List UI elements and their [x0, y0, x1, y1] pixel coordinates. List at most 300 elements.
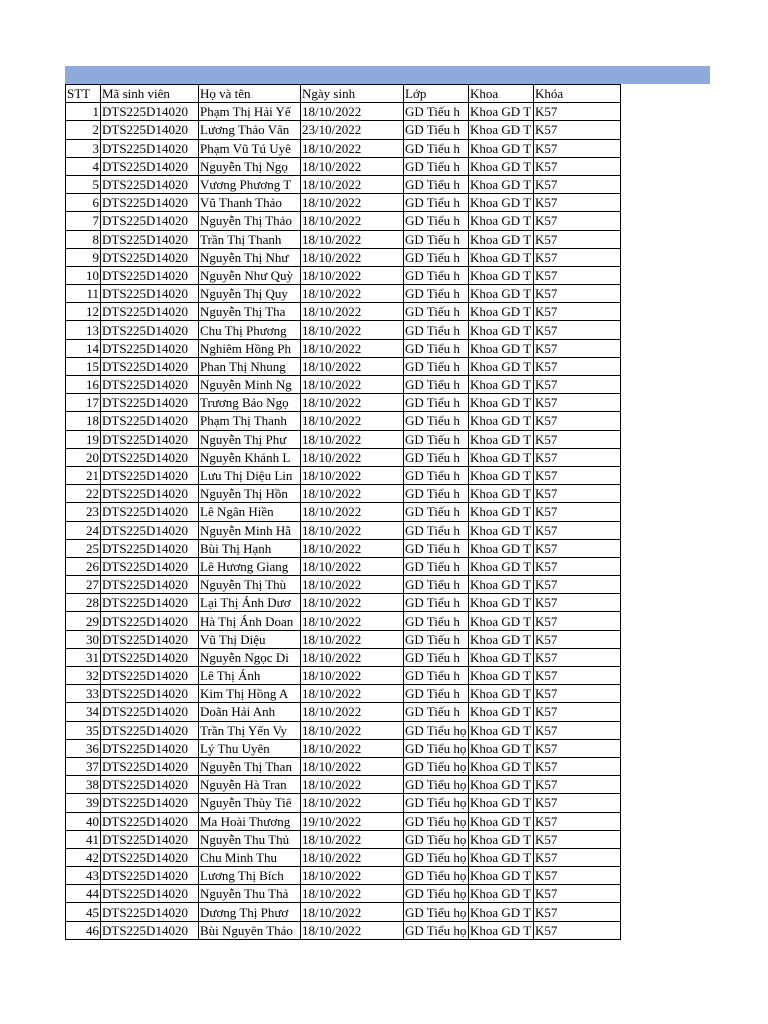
cell-student-id[interactable]: DTS225D14020 — [101, 175, 199, 193]
cell-faculty[interactable]: Khoa GD T — [469, 448, 534, 466]
cell-faculty[interactable]: Khoa GD T — [469, 485, 534, 503]
cell-stt[interactable]: 21 — [66, 466, 101, 484]
cell-stt[interactable]: 11 — [66, 285, 101, 303]
cell-faculty[interactable]: Khoa GD T — [469, 867, 534, 885]
cell-class[interactable]: GD Tiểu h — [404, 430, 469, 448]
cell-class[interactable]: GD Tiểu họ — [404, 794, 469, 812]
cell-stt[interactable]: 2 — [66, 121, 101, 139]
cell-date-of-birth[interactable]: 18/10/2022 — [301, 103, 404, 121]
cell-student-id[interactable]: DTS225D14020 — [101, 630, 199, 648]
cell-cohort[interactable]: K57 — [534, 903, 621, 921]
cell-stt[interactable]: 32 — [66, 667, 101, 685]
cell-faculty[interactable]: Khoa GD T — [469, 794, 534, 812]
cell-student-id[interactable]: DTS225D14020 — [101, 303, 199, 321]
cell-cohort[interactable]: K57 — [534, 466, 621, 484]
cell-stt[interactable]: 17 — [66, 394, 101, 412]
cell-date-of-birth[interactable]: 18/10/2022 — [301, 539, 404, 557]
cell-faculty[interactable]: Khoa GD T — [469, 776, 534, 794]
cell-stt[interactable]: 13 — [66, 321, 101, 339]
header-student-id[interactable]: Mã sinh viên — [101, 85, 199, 103]
cell-cohort[interactable]: K57 — [534, 794, 621, 812]
cell-student-id[interactable]: DTS225D14020 — [101, 703, 199, 721]
cell-student-id[interactable]: DTS225D14020 — [101, 466, 199, 484]
cell-date-of-birth[interactable]: 18/10/2022 — [301, 612, 404, 630]
cell-class[interactable]: GD Tiểu h — [404, 339, 469, 357]
cell-stt[interactable]: 5 — [66, 175, 101, 193]
cell-student-id[interactable]: DTS225D14020 — [101, 648, 199, 666]
cell-class[interactable]: GD Tiểu họ — [404, 830, 469, 848]
cell-full-name[interactable]: Nguyễn Như Quỳ — [199, 266, 301, 284]
cell-stt[interactable]: 4 — [66, 157, 101, 175]
header-faculty[interactable]: Khoa — [469, 85, 534, 103]
cell-date-of-birth[interactable]: 19/10/2022 — [301, 812, 404, 830]
cell-faculty[interactable]: Khoa GD T — [469, 921, 534, 939]
cell-class[interactable]: GD Tiểu h — [404, 648, 469, 666]
cell-cohort[interactable]: K57 — [534, 630, 621, 648]
cell-class[interactable]: GD Tiểu h — [404, 466, 469, 484]
cell-student-id[interactable]: DTS225D14020 — [101, 667, 199, 685]
cell-full-name[interactable]: Nguyễn Ngọc Di — [199, 648, 301, 666]
cell-student-id[interactable]: DTS225D14020 — [101, 576, 199, 594]
cell-faculty[interactable]: Khoa GD T — [469, 412, 534, 430]
cell-stt[interactable]: 28 — [66, 594, 101, 612]
cell-student-id[interactable]: DTS225D14020 — [101, 521, 199, 539]
cell-class[interactable]: GD Tiểu h — [404, 376, 469, 394]
cell-student-id[interactable]: DTS225D14020 — [101, 739, 199, 757]
cell-date-of-birth[interactable]: 18/10/2022 — [301, 557, 404, 575]
cell-stt[interactable]: 30 — [66, 630, 101, 648]
cell-class[interactable]: GD Tiểu họ — [404, 776, 469, 794]
cell-date-of-birth[interactable]: 18/10/2022 — [301, 248, 404, 266]
cell-full-name[interactable]: Nguyễn Thị Phư — [199, 430, 301, 448]
header-full-name[interactable]: Họ và tên — [199, 85, 301, 103]
cell-class[interactable]: GD Tiểu h — [404, 485, 469, 503]
cell-cohort[interactable]: K57 — [534, 430, 621, 448]
cell-student-id[interactable]: DTS225D14020 — [101, 448, 199, 466]
cell-student-id[interactable]: DTS225D14020 — [101, 412, 199, 430]
cell-cohort[interactable]: K57 — [534, 921, 621, 939]
cell-full-name[interactable]: Trần Thị Thanh — [199, 230, 301, 248]
cell-date-of-birth[interactable]: 18/10/2022 — [301, 848, 404, 866]
cell-faculty[interactable]: Khoa GD T — [469, 394, 534, 412]
cell-faculty[interactable]: Khoa GD T — [469, 157, 534, 175]
cell-stt[interactable]: 44 — [66, 885, 101, 903]
cell-full-name[interactable]: Chu Minh Thu — [199, 848, 301, 866]
cell-class[interactable]: GD Tiểu h — [404, 394, 469, 412]
cell-full-name[interactable]: Nguyễn Hà Tran — [199, 776, 301, 794]
cell-student-id[interactable]: DTS225D14020 — [101, 321, 199, 339]
cell-date-of-birth[interactable]: 18/10/2022 — [301, 394, 404, 412]
cell-class[interactable]: GD Tiểu h — [404, 703, 469, 721]
cell-faculty[interactable]: Khoa GD T — [469, 757, 534, 775]
cell-student-id[interactable]: DTS225D14020 — [101, 285, 199, 303]
cell-stt[interactable]: 12 — [66, 303, 101, 321]
cell-faculty[interactable]: Khoa GD T — [469, 339, 534, 357]
cell-date-of-birth[interactable]: 18/10/2022 — [301, 157, 404, 175]
cell-faculty[interactable]: Khoa GD T — [469, 630, 534, 648]
cell-full-name[interactable]: Phạm Thị Hải Yế — [199, 103, 301, 121]
cell-date-of-birth[interactable]: 18/10/2022 — [301, 794, 404, 812]
cell-full-name[interactable]: Chu Thị Phương — [199, 321, 301, 339]
cell-date-of-birth[interactable]: 18/10/2022 — [301, 448, 404, 466]
cell-date-of-birth[interactable]: 18/10/2022 — [301, 194, 404, 212]
cell-student-id[interactable]: DTS225D14020 — [101, 867, 199, 885]
cell-class[interactable]: GD Tiểu họ — [404, 721, 469, 739]
cell-cohort[interactable]: K57 — [534, 139, 621, 157]
cell-full-name[interactable]: Nguyễn Minh Ng — [199, 376, 301, 394]
cell-cohort[interactable]: K57 — [534, 303, 621, 321]
cell-faculty[interactable]: Khoa GD T — [469, 139, 534, 157]
cell-date-of-birth[interactable]: 18/10/2022 — [301, 830, 404, 848]
cell-student-id[interactable]: DTS225D14020 — [101, 357, 199, 375]
cell-student-id[interactable]: DTS225D14020 — [101, 212, 199, 230]
cell-stt[interactable]: 24 — [66, 521, 101, 539]
cell-class[interactable]: GD Tiểu h — [404, 357, 469, 375]
cell-stt[interactable]: 14 — [66, 339, 101, 357]
cell-stt[interactable]: 34 — [66, 703, 101, 721]
cell-date-of-birth[interactable]: 18/10/2022 — [301, 594, 404, 612]
cell-full-name[interactable]: Nguyễn Thị Than — [199, 757, 301, 775]
cell-date-of-birth[interactable]: 18/10/2022 — [301, 739, 404, 757]
cell-cohort[interactable]: K57 — [534, 648, 621, 666]
cell-full-name[interactable]: Bùi Thị Hạnh — [199, 539, 301, 557]
cell-stt[interactable]: 19 — [66, 430, 101, 448]
cell-full-name[interactable]: Lương Thảo Vân — [199, 121, 301, 139]
cell-faculty[interactable]: Khoa GD T — [469, 121, 534, 139]
cell-date-of-birth[interactable]: 18/10/2022 — [301, 357, 404, 375]
cell-faculty[interactable]: Khoa GD T — [469, 303, 534, 321]
cell-student-id[interactable]: DTS225D14020 — [101, 230, 199, 248]
cell-cohort[interactable]: K57 — [534, 812, 621, 830]
cell-date-of-birth[interactable]: 18/10/2022 — [301, 175, 404, 193]
cell-full-name[interactable]: Hà Thị Ánh Doan — [199, 612, 301, 630]
cell-class[interactable]: GD Tiểu h — [404, 612, 469, 630]
cell-student-id[interactable]: DTS225D14020 — [101, 539, 199, 557]
cell-date-of-birth[interactable]: 18/10/2022 — [301, 412, 404, 430]
cell-class[interactable]: GD Tiểu h — [404, 503, 469, 521]
cell-cohort[interactable]: K57 — [534, 594, 621, 612]
cell-stt[interactable]: 25 — [66, 539, 101, 557]
cell-class[interactable]: GD Tiểu h — [404, 194, 469, 212]
cell-cohort[interactable]: K57 — [534, 103, 621, 121]
cell-student-id[interactable]: DTS225D14020 — [101, 794, 199, 812]
cell-student-id[interactable]: DTS225D14020 — [101, 903, 199, 921]
cell-stt[interactable]: 45 — [66, 903, 101, 921]
cell-faculty[interactable]: Khoa GD T — [469, 667, 534, 685]
cell-stt[interactable]: 46 — [66, 921, 101, 939]
cell-class[interactable]: GD Tiểu h — [404, 103, 469, 121]
cell-stt[interactable]: 27 — [66, 576, 101, 594]
cell-faculty[interactable]: Khoa GD T — [469, 212, 534, 230]
cell-class[interactable]: GD Tiểu h — [404, 212, 469, 230]
cell-cohort[interactable]: K57 — [534, 394, 621, 412]
cell-full-name[interactable]: Nguyễn Thu Thủ — [199, 830, 301, 848]
cell-class[interactable]: GD Tiểu h — [404, 321, 469, 339]
cell-date-of-birth[interactable]: 18/10/2022 — [301, 903, 404, 921]
cell-full-name[interactable]: Nguyễn Thị Tha — [199, 303, 301, 321]
cell-class[interactable]: GD Tiểu h — [404, 539, 469, 557]
cell-class[interactable]: GD Tiểu h — [404, 285, 469, 303]
cell-cohort[interactable]: K57 — [534, 576, 621, 594]
cell-class[interactable]: GD Tiểu h — [404, 667, 469, 685]
cell-full-name[interactable]: Lý Thu Uyên — [199, 739, 301, 757]
cell-faculty[interactable]: Khoa GD T — [469, 103, 534, 121]
cell-cohort[interactable]: K57 — [534, 503, 621, 521]
cell-cohort[interactable]: K57 — [534, 230, 621, 248]
cell-class[interactable]: GD Tiểu họ — [404, 812, 469, 830]
cell-date-of-birth[interactable]: 18/10/2022 — [301, 576, 404, 594]
cell-faculty[interactable]: Khoa GD T — [469, 848, 534, 866]
cell-stt[interactable]: 3 — [66, 139, 101, 157]
cell-faculty[interactable]: Khoa GD T — [469, 321, 534, 339]
cell-full-name[interactable]: Nguyễn Thị Hồn — [199, 485, 301, 503]
cell-student-id[interactable]: DTS225D14020 — [101, 266, 199, 284]
cell-full-name[interactable]: Nguyễn Thị Quy — [199, 285, 301, 303]
cell-faculty[interactable]: Khoa GD T — [469, 521, 534, 539]
cell-full-name[interactable]: Dương Thị Phươ — [199, 903, 301, 921]
cell-full-name[interactable]: Lưu Thị Diệu Lin — [199, 466, 301, 484]
cell-class[interactable]: GD Tiểu h — [404, 521, 469, 539]
cell-faculty[interactable]: Khoa GD T — [469, 739, 534, 757]
cell-date-of-birth[interactable]: 18/10/2022 — [301, 230, 404, 248]
cell-full-name[interactable]: Ma Hoài Thương — [199, 812, 301, 830]
cell-stt[interactable]: 31 — [66, 648, 101, 666]
cell-cohort[interactable]: K57 — [534, 757, 621, 775]
cell-date-of-birth[interactable]: 18/10/2022 — [301, 885, 404, 903]
cell-faculty[interactable]: Khoa GD T — [469, 703, 534, 721]
cell-faculty[interactable]: Khoa GD T — [469, 503, 534, 521]
cell-cohort[interactable]: K57 — [534, 285, 621, 303]
cell-full-name[interactable]: Nguyễn Thị Như — [199, 248, 301, 266]
cell-class[interactable]: GD Tiểu họ — [404, 867, 469, 885]
cell-full-name[interactable]: Phạm Vũ Tú Uyê — [199, 139, 301, 157]
cell-class[interactable]: GD Tiểu h — [404, 121, 469, 139]
cell-faculty[interactable]: Khoa GD T — [469, 576, 534, 594]
cell-date-of-birth[interactable]: 18/10/2022 — [301, 703, 404, 721]
cell-stt[interactable]: 38 — [66, 776, 101, 794]
cell-stt[interactable]: 7 — [66, 212, 101, 230]
cell-faculty[interactable]: Khoa GD T — [469, 285, 534, 303]
cell-date-of-birth[interactable]: 23/10/2022 — [301, 121, 404, 139]
cell-date-of-birth[interactable]: 18/10/2022 — [301, 667, 404, 685]
cell-class[interactable]: GD Tiểu họ — [404, 921, 469, 939]
cell-faculty[interactable]: Khoa GD T — [469, 903, 534, 921]
cell-stt[interactable]: 6 — [66, 194, 101, 212]
cell-student-id[interactable]: DTS225D14020 — [101, 812, 199, 830]
cell-full-name[interactable]: Nguyễn Thị Thù — [199, 576, 301, 594]
cell-full-name[interactable]: Nguyễn Thị Ngọ — [199, 157, 301, 175]
cell-stt[interactable]: 15 — [66, 357, 101, 375]
cell-faculty[interactable]: Khoa GD T — [469, 812, 534, 830]
cell-full-name[interactable]: Lại Thị Ánh Dươ — [199, 594, 301, 612]
cell-cohort[interactable]: K57 — [534, 685, 621, 703]
cell-cohort[interactable]: K57 — [534, 667, 621, 685]
cell-full-name[interactable]: Kim Thị Hồng A — [199, 685, 301, 703]
cell-stt[interactable]: 42 — [66, 848, 101, 866]
cell-date-of-birth[interactable]: 18/10/2022 — [301, 485, 404, 503]
cell-stt[interactable]: 1 — [66, 103, 101, 121]
cell-full-name[interactable]: Phạm Thị Thanh — [199, 412, 301, 430]
cell-cohort[interactable]: K57 — [534, 776, 621, 794]
cell-class[interactable]: GD Tiểu h — [404, 175, 469, 193]
cell-full-name[interactable]: Nghiêm Hồng Ph — [199, 339, 301, 357]
cell-student-id[interactable]: DTS225D14020 — [101, 503, 199, 521]
cell-class[interactable]: GD Tiểu họ — [404, 848, 469, 866]
cell-class[interactable]: GD Tiểu h — [404, 412, 469, 430]
cell-student-id[interactable]: DTS225D14020 — [101, 139, 199, 157]
cell-stt[interactable]: 9 — [66, 248, 101, 266]
cell-stt[interactable]: 10 — [66, 266, 101, 284]
cell-stt[interactable]: 43 — [66, 867, 101, 885]
cell-student-id[interactable]: DTS225D14020 — [101, 485, 199, 503]
cell-stt[interactable]: 20 — [66, 448, 101, 466]
cell-full-name[interactable]: Trương Bảo Ngọ — [199, 394, 301, 412]
cell-student-id[interactable]: DTS225D14020 — [101, 776, 199, 794]
cell-student-id[interactable]: DTS225D14020 — [101, 339, 199, 357]
cell-student-id[interactable]: DTS225D14020 — [101, 157, 199, 175]
cell-date-of-birth[interactable]: 18/10/2022 — [301, 285, 404, 303]
cell-date-of-birth[interactable]: 18/10/2022 — [301, 776, 404, 794]
cell-date-of-birth[interactable]: 18/10/2022 — [301, 266, 404, 284]
cell-student-id[interactable]: DTS225D14020 — [101, 921, 199, 939]
cell-cohort[interactable]: K57 — [534, 121, 621, 139]
cell-cohort[interactable]: K57 — [534, 376, 621, 394]
cell-class[interactable]: GD Tiểu h — [404, 303, 469, 321]
cell-faculty[interactable]: Khoa GD T — [469, 612, 534, 630]
cell-full-name[interactable]: Lê Ngân Hiền — [199, 503, 301, 521]
cell-faculty[interactable]: Khoa GD T — [469, 194, 534, 212]
cell-cohort[interactable]: K57 — [534, 485, 621, 503]
cell-class[interactable]: GD Tiểu họ — [404, 903, 469, 921]
cell-cohort[interactable]: K57 — [534, 175, 621, 193]
cell-date-of-birth[interactable]: 18/10/2022 — [301, 757, 404, 775]
cell-class[interactable]: GD Tiểu h — [404, 230, 469, 248]
cell-cohort[interactable]: K57 — [534, 539, 621, 557]
cell-cohort[interactable]: K57 — [534, 867, 621, 885]
cell-class[interactable]: GD Tiểu h — [404, 266, 469, 284]
cell-date-of-birth[interactable]: 18/10/2022 — [301, 139, 404, 157]
cell-faculty[interactable]: Khoa GD T — [469, 557, 534, 575]
cell-date-of-birth[interactable]: 18/10/2022 — [301, 466, 404, 484]
cell-class[interactable]: GD Tiểu họ — [404, 885, 469, 903]
cell-faculty[interactable]: Khoa GD T — [469, 594, 534, 612]
cell-faculty[interactable]: Khoa GD T — [469, 357, 534, 375]
cell-class[interactable]: GD Tiểu h — [404, 448, 469, 466]
cell-date-of-birth[interactable]: 18/10/2022 — [301, 212, 404, 230]
cell-cohort[interactable]: K57 — [534, 721, 621, 739]
cell-student-id[interactable]: DTS225D14020 — [101, 848, 199, 866]
cell-class[interactable]: GD Tiểu h — [404, 576, 469, 594]
cell-student-id[interactable]: DTS225D14020 — [101, 376, 199, 394]
cell-stt[interactable]: 40 — [66, 812, 101, 830]
cell-full-name[interactable]: Vương Phương T — [199, 175, 301, 193]
cell-cohort[interactable]: K57 — [534, 830, 621, 848]
cell-cohort[interactable]: K57 — [534, 612, 621, 630]
cell-full-name[interactable]: Nguyễn Thị Thảo — [199, 212, 301, 230]
cell-student-id[interactable]: DTS225D14020 — [101, 612, 199, 630]
cell-date-of-birth[interactable]: 18/10/2022 — [301, 503, 404, 521]
cell-student-id[interactable]: DTS225D14020 — [101, 721, 199, 739]
cell-stt[interactable]: 36 — [66, 739, 101, 757]
cell-cohort[interactable]: K57 — [534, 412, 621, 430]
cell-faculty[interactable]: Khoa GD T — [469, 230, 534, 248]
cell-date-of-birth[interactable]: 18/10/2022 — [301, 376, 404, 394]
cell-student-id[interactable]: DTS225D14020 — [101, 757, 199, 775]
cell-date-of-birth[interactable]: 18/10/2022 — [301, 630, 404, 648]
cell-stt[interactable]: 39 — [66, 794, 101, 812]
cell-cohort[interactable]: K57 — [534, 248, 621, 266]
header-date-of-birth[interactable]: Ngày sinh — [301, 85, 404, 103]
cell-full-name[interactable]: Nguyễn Thùy Tiê — [199, 794, 301, 812]
cell-student-id[interactable]: DTS225D14020 — [101, 557, 199, 575]
cell-date-of-birth[interactable]: 18/10/2022 — [301, 521, 404, 539]
cell-cohort[interactable]: K57 — [534, 448, 621, 466]
cell-cohort[interactable]: K57 — [534, 703, 621, 721]
cell-full-name[interactable]: Nguyễn Minh Hằ — [199, 521, 301, 539]
cell-faculty[interactable]: Khoa GD T — [469, 175, 534, 193]
cell-date-of-birth[interactable]: 18/10/2022 — [301, 867, 404, 885]
cell-class[interactable]: GD Tiểu h — [404, 594, 469, 612]
cell-faculty[interactable]: Khoa GD T — [469, 266, 534, 284]
cell-full-name[interactable]: Trần Thị Yến Vy — [199, 721, 301, 739]
cell-stt[interactable]: 16 — [66, 376, 101, 394]
cell-class[interactable]: GD Tiểu h — [404, 139, 469, 157]
cell-stt[interactable]: 41 — [66, 830, 101, 848]
cell-student-id[interactable]: DTS225D14020 — [101, 430, 199, 448]
cell-cohort[interactable]: K57 — [534, 266, 621, 284]
cell-student-id[interactable]: DTS225D14020 — [101, 394, 199, 412]
cell-date-of-birth[interactable]: 18/10/2022 — [301, 685, 404, 703]
cell-faculty[interactable]: Khoa GD T — [469, 539, 534, 557]
cell-cohort[interactable]: K57 — [534, 194, 621, 212]
cell-cohort[interactable]: K57 — [534, 357, 621, 375]
cell-stt[interactable]: 26 — [66, 557, 101, 575]
cell-date-of-birth[interactable]: 18/10/2022 — [301, 721, 404, 739]
cell-full-name[interactable]: Lương Thị Bích — [199, 867, 301, 885]
header-class[interactable]: Lớp — [404, 85, 469, 103]
cell-stt[interactable]: 29 — [66, 612, 101, 630]
cell-student-id[interactable]: DTS225D14020 — [101, 103, 199, 121]
cell-student-id[interactable]: DTS225D14020 — [101, 194, 199, 212]
cell-faculty[interactable]: Khoa GD T — [469, 830, 534, 848]
cell-full-name[interactable]: Doãn Hải Anh — [199, 703, 301, 721]
cell-class[interactable]: GD Tiểu họ — [404, 757, 469, 775]
cell-student-id[interactable]: DTS225D14020 — [101, 830, 199, 848]
cell-cohort[interactable]: K57 — [534, 885, 621, 903]
cell-student-id[interactable]: DTS225D14020 — [101, 685, 199, 703]
cell-cohort[interactable]: K57 — [534, 339, 621, 357]
cell-stt[interactable]: 33 — [66, 685, 101, 703]
cell-class[interactable]: GD Tiểu h — [404, 685, 469, 703]
cell-faculty[interactable]: Khoa GD T — [469, 430, 534, 448]
cell-student-id[interactable]: DTS225D14020 — [101, 248, 199, 266]
cell-class[interactable]: GD Tiểu h — [404, 630, 469, 648]
cell-faculty[interactable]: Khoa GD T — [469, 466, 534, 484]
cell-date-of-birth[interactable]: 18/10/2022 — [301, 339, 404, 357]
cell-cohort[interactable]: K57 — [534, 848, 621, 866]
cell-stt[interactable]: 18 — [66, 412, 101, 430]
cell-faculty[interactable]: Khoa GD T — [469, 648, 534, 666]
header-cohort[interactable]: Khóa — [534, 85, 621, 103]
cell-stt[interactable]: 35 — [66, 721, 101, 739]
cell-student-id[interactable]: DTS225D14020 — [101, 594, 199, 612]
cell-full-name[interactable]: Nguyễn Thu Thả — [199, 885, 301, 903]
cell-date-of-birth[interactable]: 18/10/2022 — [301, 303, 404, 321]
cell-full-name[interactable]: Nguyễn Khánh L — [199, 448, 301, 466]
cell-cohort[interactable]: K57 — [534, 739, 621, 757]
cell-stt[interactable]: 37 — [66, 757, 101, 775]
cell-faculty[interactable]: Khoa GD T — [469, 685, 534, 703]
